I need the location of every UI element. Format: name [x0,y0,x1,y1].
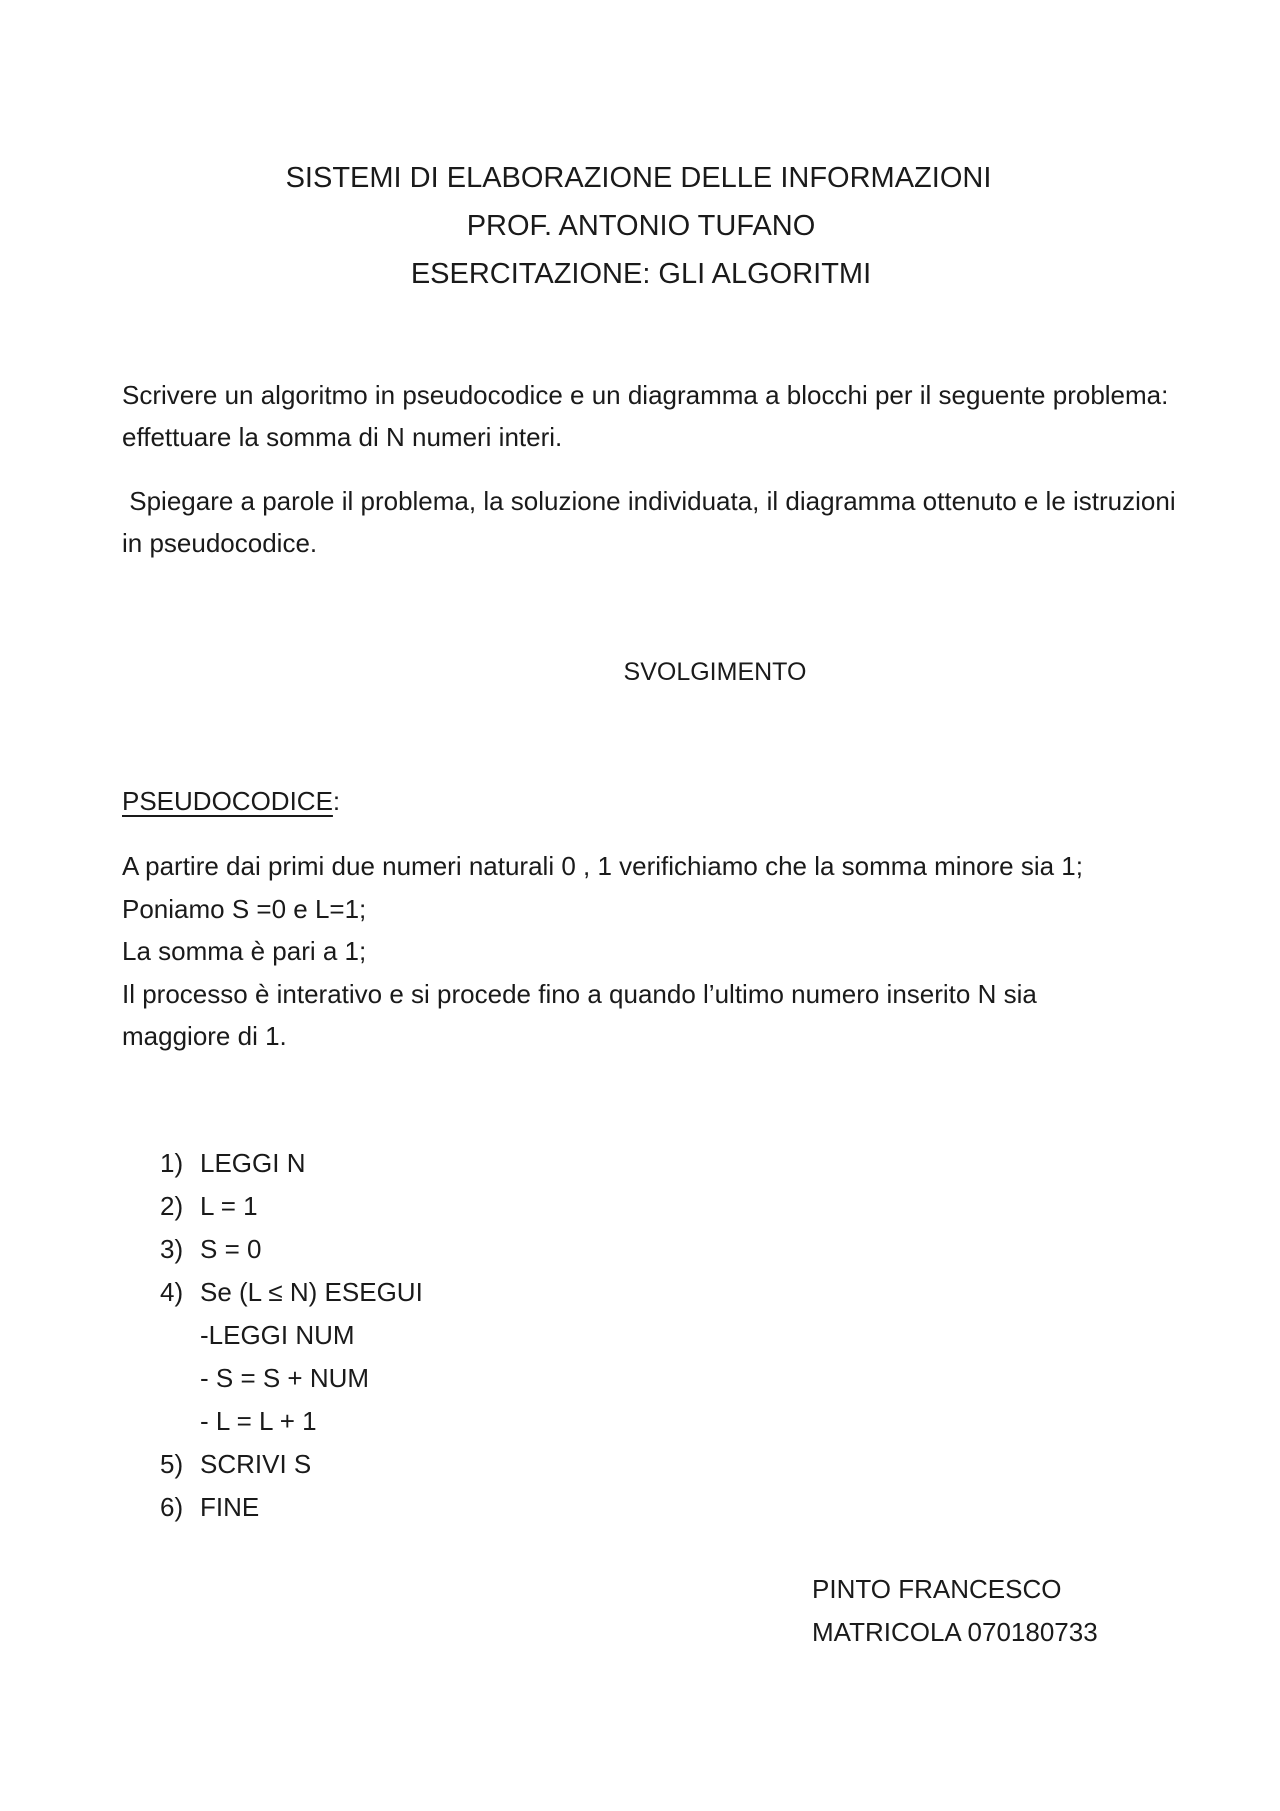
pseudocode-heading-colon: : [332,786,341,816]
intro-line: A partire dai primi due numeri naturali 0 , 1 verifichiamo che la somma minore sia 1; [122,851,1083,881]
step-number: 2) [160,1191,184,1221]
pseudocode-intro [122,845,1222,1058]
step-number: 4) [160,1277,184,1307]
step-text: Se (L ≤ N) ESEGUI [200,1277,423,1307]
step-text: LEGGI N [200,1148,306,1178]
step-item [160,1443,423,1486]
step-number: 1) [160,1148,184,1178]
course-title: SISTEMI DI ELABORAZIONE DELLE INFORMAZIONI [285,162,992,194]
intro-line: Poniamo S =0 e L=1; [122,893,367,924]
author-name: PINTO FRANCESCO [812,1574,1062,1604]
assignment-text: Scrivere un algoritmo in pseudocodice e un diagramma a blocchi per il seguente problema: effettuare la somma di N numeri interi. [122,380,1169,452]
step-text: S = 0 [200,1234,262,1264]
step-subitem: - S = S + NUM [200,1363,370,1393]
pseudocode-steps-list [160,1142,423,1529]
step-text: FINE [200,1492,260,1522]
professor-name: PROF. ANTONIO TUFANO [466,210,816,242]
step-number: 6) [160,1492,184,1522]
assignment-instructions [122,480,1182,564]
step-text: SCRIVI S [200,1449,312,1479]
step-text: L = 1 [200,1191,258,1221]
assignment-instructions-text: Spiegare a parole il problema, la soluzione individuata, il diagramma ottenuto e le istruzioni in pseudocodice. [122,486,1176,558]
author-signature-block [812,1568,1098,1654]
exercise-title: ESERCITAZIONE: GLI ALGORITMI [410,258,872,290]
intro-line: maggiore di 1. [122,1021,287,1051]
author-matricola: MATRICOLA 070180733 [812,1617,1098,1647]
step-item [160,1185,423,1228]
step-item [160,1228,423,1271]
step-number: 3) [160,1234,184,1264]
step-item [160,1142,423,1185]
step-subitem: -LEGGI NUM [200,1320,355,1350]
step-number: 5) [160,1449,184,1479]
intro-line: La somma è pari a 1; [122,936,367,966]
pseudocode-heading [122,780,340,822]
step-item [160,1486,423,1529]
step-subitem: - L = L + 1 [200,1406,317,1436]
pseudocode-heading-label: PSEUDOCODICE [122,786,333,816]
section-title-svolgimento: SVOLGIMENTO [623,658,807,686]
document-header [0,154,1280,298]
intro-line: Il processo è interativo e si procede fino a quando l’ultimo numero inserito N sia [122,978,1037,1009]
step-item [160,1271,423,1314]
